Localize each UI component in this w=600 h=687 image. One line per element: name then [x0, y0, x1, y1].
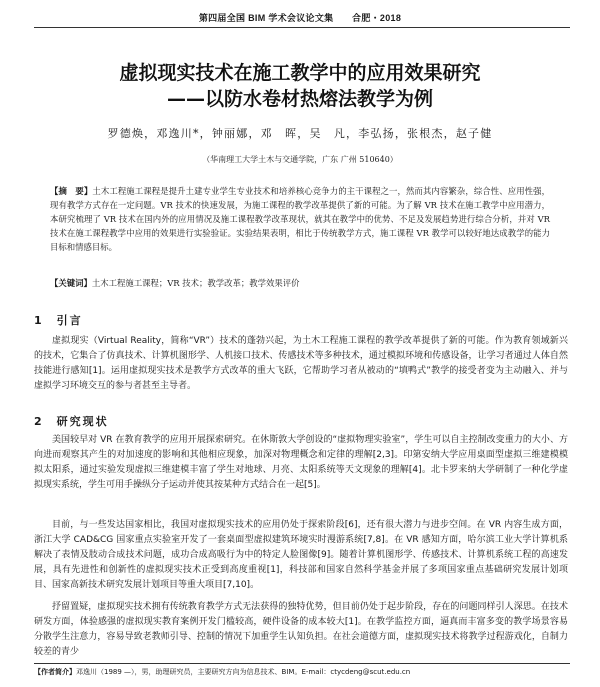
abstract-label: 【摘 要】	[50, 186, 93, 196]
keywords-text: 土木工程施工课程；VR 技术；教学改革；教学效果评价	[91, 278, 300, 288]
paper-title: 虚拟现实技术在施工教学中的应用效果研究	[119, 62, 481, 84]
author-footnote	[34, 667, 570, 677]
running-header: 第四届全国 BIM 学术会议论文集 合肥・2018	[198, 13, 402, 23]
keywords	[50, 276, 550, 290]
footnote-label: 【作者简介】	[34, 668, 76, 676]
footnote-rule	[34, 663, 570, 664]
section-heading-research-status: 2 研究现状	[34, 415, 109, 428]
section-heading-introduction: 1 引言	[34, 314, 83, 327]
body-paragraph: 美国较早对 VR 在教育教学的应用开展探索研究。在休斯敦大学创设的“虚拟物理实验室”，学生可以自主控制改变重力的大小、方向进而观察其产生的对加速度的影响和其他相应现象，加深对物理概念和定律的理解[2,3]。印第安纳大学应用桌面型虚拟三维建模模拟太阳系，通过实验发现虚拟三维建模丰富了学生对地球、月亮、太阳系统等天文现象的理解[4]。北卡罗来纳大学研制了一种化学虚拟现实系统，学生可用手操纵分子运动并使其按某种方式结合在一起[5]。	[34, 435, 568, 490]
header-rule	[34, 27, 570, 28]
keywords-label: 【关键词】	[50, 278, 92, 288]
author-list: 罗德焕，邓逸川*，钟丽娜，邓 晖，吴 凡，李弘扬，张根杰，赵子健	[107, 127, 493, 140]
abstract-text: 土木工程施工课程是提升土建专业学生专业技术和培养核心竞争力的主干课程之一，然而其内容繁杂，综合性、应用性强，现有教学方式存在一定问题。VR 技术的快速发展，为施工课程的教学改革提供了新的可能。为了解 VR 技术在施工教学中应用潜力，本研究梳理了 VR 技术在国内外的应用情况及施工课程教学改革现状，就其在教学中的优势、不足及发展趋势进行综合分析，并对 VR 技术在施工课程教学中应用的效果进行实验验证。实验结果表明，相比于传统教学方式，施工课程 VR 教学可以较好地达成教学的能力目标和情感目标。	[50, 186, 551, 252]
abstract	[50, 184, 550, 254]
affiliation: （华南理工大学土木与交通学院，广东 广州 510640）	[202, 155, 398, 164]
body-paragraph: 抒留置疑，虚拟现实技术拥有传统教育教学方式无法获得的独特优势，但目前仍处于起步阶段，存在的问题同样引人深思。在技术研发方面，体验感强的虚拟现实教育案例开发门槛较高，硬件设备的成本较大[1]。在教学监控方面，逼真而丰富多变的教学场景容易分散学生注意力，容易导致老教师引导、控制的情况下加重学生认知负担。在社会道德方面，虚拟现实技术将教学过程游戏化，自制力较差的青少	[34, 602, 568, 657]
footnote-text: 邓逸川（1989 —），男，助理研究员，主要研究方向为信息技术、BIM。E-mail：ctycdeng@scut.edu.cn	[76, 668, 411, 676]
paper-subtitle: ——以防水卷材热熔法教学为例	[166, 88, 433, 110]
body-paragraph: 目前，与一些发达国家相比，我国对虚拟现实技术的应用仍处于探索阶段[6]，还有很大潜力与进步空间。在 VR 内容生成方面，浙江大学 CAD&CG 国家重点实验室开发了一套桌面型虚拟建筑环境实时漫游系统[7,8]。在 VR 感知方面，哈尔滨工业大学计算机系解决了表情及肢动合成技术问题，成功合成高吸行为中的特定人脸图像[9]。随着计算机图形学、传感技术、计算机系统工程的高速发展，具有先进性和创新性的虚拟现实技术正受到高度重视[1]，科技部和国家自然科学基金并展了多项国家重点基础研究发展计划项目、国家高新技术研究发展计划项目等重大项目[7,10]。	[34, 520, 568, 590]
body-paragraph: 虚拟现实（Virtual Reality，简称“VR”）技术的蓬勃兴起，为土木工程施工课程的教学改革提供了新的可能。作为教育领域新兴的技术，它集合了仿真技术、计算机图形学、人机接口技术、传感技术等多种技术，通过模拟环境和传感设备，让学习者通过人体自然技能进行感知[1]。运用虚拟现实技术是教学方式改革的重大飞跃，它帮助学习者从被动的“填鸭式”教学的接受者变为主动融入、并与虚拟学习环境交互的参与者甚至主导者。	[34, 336, 568, 391]
